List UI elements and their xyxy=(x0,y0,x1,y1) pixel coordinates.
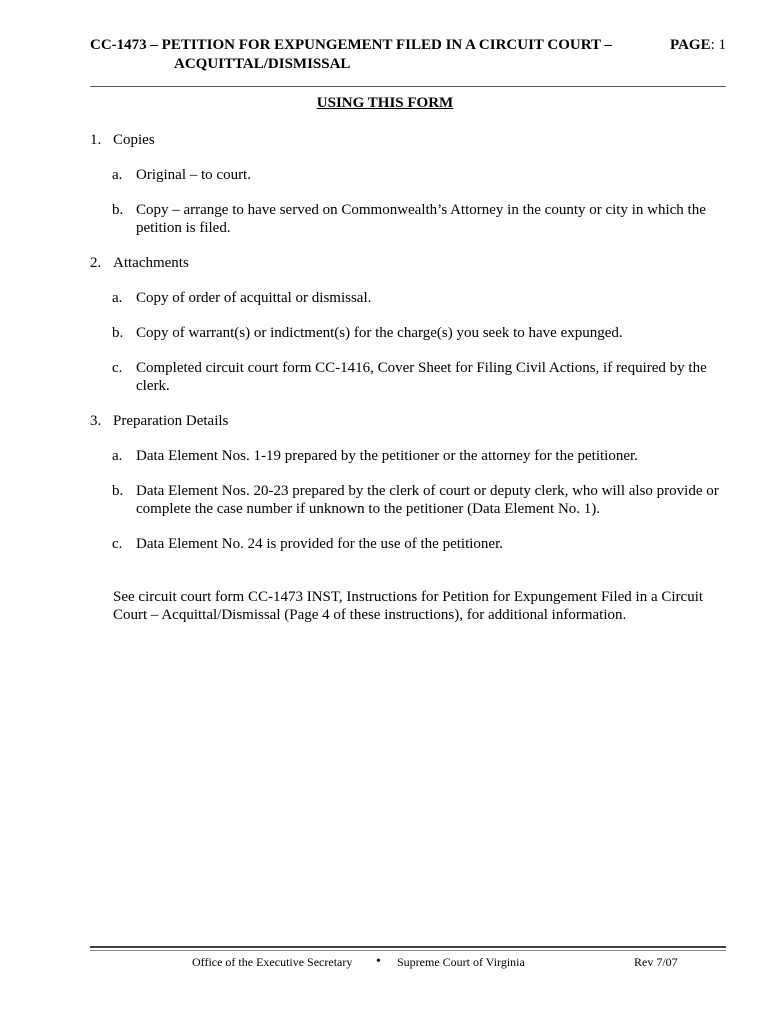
footer-bullet: • xyxy=(376,954,381,969)
footer-divider-thin xyxy=(90,950,726,951)
page-label: PAGE xyxy=(670,37,711,53)
footer-court: Supreme Court of Virginia xyxy=(397,955,525,969)
list-item xyxy=(90,447,726,465)
item-letter: a. xyxy=(112,290,123,306)
list-item xyxy=(90,324,726,342)
item-letter: c. xyxy=(112,536,123,552)
form-title-line2: ACQUITTAL/DISMISSAL xyxy=(174,56,351,72)
item-text: Data Element Nos. 1-19 prepared by the petitioner or the attorney for the petitioner. xyxy=(136,448,638,464)
item-text: Copy of order of acquittal or dismissal. xyxy=(136,290,372,306)
item-letter: b. xyxy=(112,202,124,218)
additional-info-note: See circuit court form CC-1473 INST, Instructions for Petition for Expungement Filed in a Circuit Court – Acquittal/Dismissal (Page 4 of these instructions), for additional information. xyxy=(113,589,704,623)
item-letter: c. xyxy=(112,360,123,376)
section-copies-heading xyxy=(90,131,726,149)
footer-divider xyxy=(90,946,726,948)
section-attachments-heading xyxy=(90,254,726,272)
section-preparation-heading xyxy=(90,412,726,430)
item-letter: a. xyxy=(112,448,123,464)
section-heading: Copies xyxy=(113,132,155,148)
item-letter: a. xyxy=(112,167,123,183)
item-text: Original – to court. xyxy=(136,167,251,183)
section-number: 1. xyxy=(90,132,102,148)
form-title xyxy=(90,36,726,74)
section-heading: Attachments xyxy=(113,255,189,271)
document-body xyxy=(90,131,726,624)
form-title-line1: CC-1473 – PETITION FOR EXPUNGEMENT FILED IN A CIRCUIT COURT – xyxy=(90,37,613,53)
footer-office: Office of the Executive Secretary xyxy=(192,955,353,969)
item-text: Data Element Nos. 20-23 prepared by the clerk of court or deputy clerk, who will also provide or complete the case number if unknown to the petitioner (Data Element No. 1). xyxy=(136,483,719,517)
list-item xyxy=(90,359,726,395)
list-item xyxy=(90,166,726,184)
item-text: Copy of warrant(s) or indictment(s) for the charge(s) you seek to have expunged. xyxy=(136,325,623,341)
page-indicator xyxy=(670,36,726,55)
section-title: USING THIS FORM xyxy=(316,95,454,111)
item-letter: b. xyxy=(112,325,124,341)
list-item xyxy=(90,201,726,237)
document-header xyxy=(90,36,726,74)
item-letter: b. xyxy=(112,483,124,499)
section-number: 2. xyxy=(90,255,102,271)
section-number: 3. xyxy=(90,413,102,429)
item-text: Data Element No. 24 is provided for the use of the petitioner. xyxy=(136,536,503,552)
list-item xyxy=(90,535,726,553)
item-text: Completed circuit court form CC-1416, Cover Sheet for Filing Civil Actions, if required by the clerk. xyxy=(136,360,707,394)
section-heading: Preparation Details xyxy=(113,413,229,429)
footer-revision: Rev 7/07 xyxy=(634,955,678,969)
list-item xyxy=(90,289,726,307)
page-number: : 1 xyxy=(710,37,726,53)
list-item xyxy=(90,482,726,518)
item-text: Copy – arrange to have served on Commonwealth’s Attorney in the county or city in which the petition is filed. xyxy=(136,202,706,236)
header-divider xyxy=(90,86,726,87)
